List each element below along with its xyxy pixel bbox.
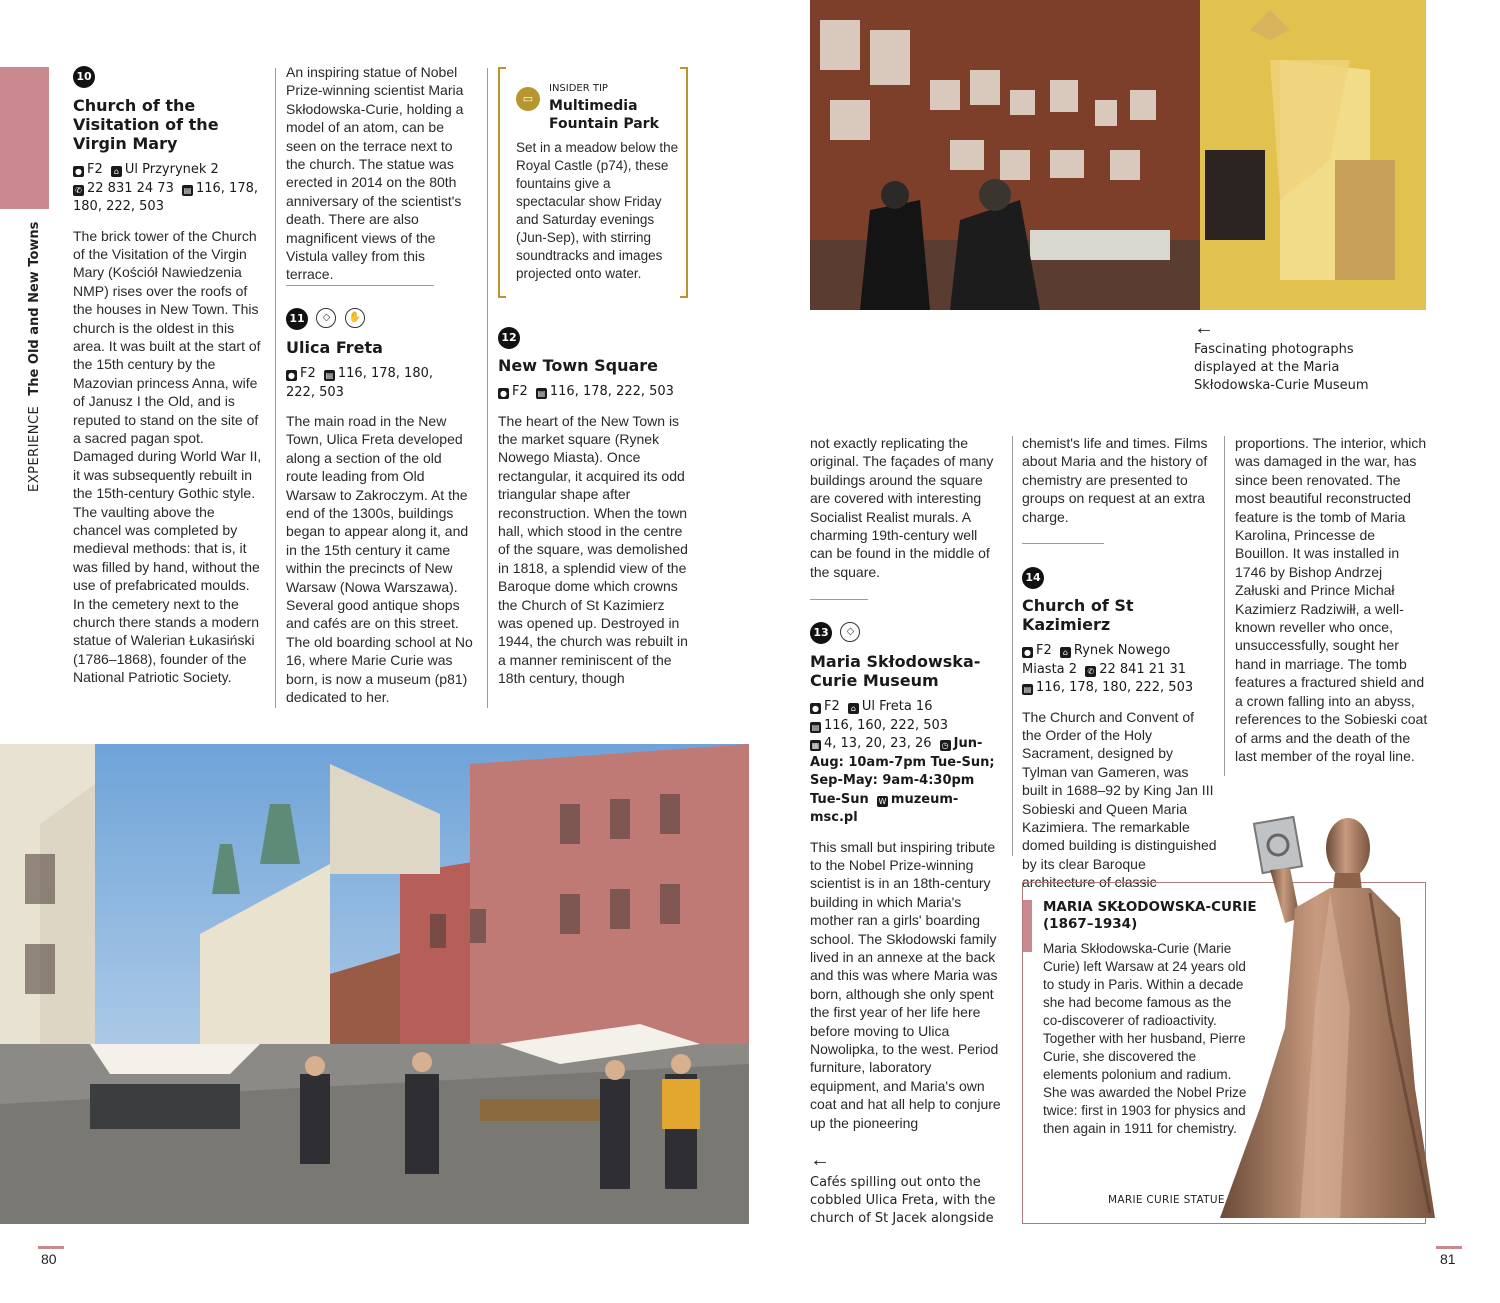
- section-label: EXPERIENCE: [27, 405, 42, 492]
- ulica-freta-photo: [0, 744, 749, 1224]
- entry-body: The heart of the New Town is the market square (Rynek Nowego Miasta). Once rectangular, it acquired its odd triangular shape after reconstruction. When the town hall, which stood in the centre of the square, was demolished in 1818, a splendid view of the Baroque dome which crowns the Church of St Kazimierz was opened up. Destroyed in 1944, the church was rebuilt in a manner reminiscent of the 18th century, though: [498, 412, 688, 687]
- tip-body: Set in a meadow below the Royal Castle (p74), these fountains give a spectacular show Friday and Saturday evenings (Jun-Sep), with stirring soundtracks and images projected onto water.: [516, 140, 679, 281]
- entry-title: Ulica Freta: [286, 338, 383, 357]
- feature-accent-bar: [1023, 900, 1032, 952]
- bus-icon: ▤: [1023, 685, 1032, 694]
- web-icon: W: [878, 796, 887, 806]
- column-rule: [275, 68, 276, 708]
- museum-continued-paragraph: chemist's life and times. Films about Maria and the history of chemistry are presented to groups on request at an extra charge.: [1022, 435, 1208, 525]
- shopping-icon: ◇: [316, 308, 336, 328]
- tip-title: Multimedia Fountain Park: [549, 98, 659, 132]
- entry-body: The brick tower of the Church of the Visitation of the Virgin Mary (Kościół Nawiedzenia NMP) rises over the roofs of the houses in New Town. This church is the oldest in this area. It was built at the start of the 15th century by the Mazovian princess Anna, wife of Janusz I the Old, and is reputed to stand on the site of a sacred pagan spot. Damaged during World War II, it was subsequently rebuilt in the 15th-century Gothic style. The vaulting above the chancel was completed by medieval methods: that is, it was filled by hand, without the use of prefabricated moulds. In the cemetery next to the church there stands a modern statue of Walerian Łukasiński (1786–1868), founder of the National Patriotic Society.: [73, 227, 262, 686]
- entry-number: 13: [810, 622, 832, 644]
- entry-title: Maria Skłodowska- Curie Museum: [810, 652, 981, 690]
- bus-icon: ▤: [325, 371, 334, 380]
- phone-icon: ✆: [1085, 666, 1096, 677]
- museum-scene-illustration: [810, 0, 1426, 310]
- feature-body: Maria Skłodowska-Curie (Marie Curie) left Warsaw at 24 years old to study in Paris. Within a decade she had become famous as the co-discoverer of radioactivity. Together with her husband, Pierre Curie, she discovered the elements polonium and radium. She was awarded the Nobel Prize twice: first in 1903 for physics and then again in 1911 for chemistry.: [1043, 941, 1247, 1136]
- arrow-left-icon: ←: [810, 1149, 830, 1171]
- entry-info: ● F2 ⌂ Ul Przyrynek 2 ✆ 22 831 24 73 ▤ 116, 178, 180, 222, 503: [73, 162, 259, 214]
- clock-icon: ◷: [940, 740, 951, 751]
- chapter-label: The Old and New Towns: [27, 221, 42, 396]
- church-visitation-entry: [73, 66, 263, 687]
- entry-number: 11: [286, 308, 308, 330]
- phone-icon: ✆: [73, 185, 84, 196]
- map-pin-icon: ●: [1022, 647, 1033, 658]
- bus-icon: ▤: [183, 185, 192, 195]
- map-pin-icon: ●: [73, 166, 84, 177]
- museum-interior-photo: [810, 0, 1426, 310]
- tip-label: INSIDER TIP: [549, 83, 608, 94]
- new-town-square-entry: [498, 327, 688, 688]
- entry-title: New Town Square: [498, 356, 659, 375]
- square-continued-paragraph: not exactly replicating the original. The façades of many buildings around the square are covered with interesting Socialist Realist murals. A charming 19th-century well can be found in the middle of the square.: [810, 435, 994, 580]
- street-scene-illustration: [0, 744, 749, 1224]
- statue-caption: MARIE CURIE STATUE: [1108, 1194, 1225, 1206]
- curie-museum-entry: [810, 622, 1005, 1132]
- bus-icon: ▤: [811, 722, 820, 732]
- entry-info: ● F2 ▤ 116, 178, 180, 222, 503: [286, 366, 433, 400]
- column-rule: [1012, 436, 1013, 856]
- ulica-freta-entry: [286, 308, 476, 707]
- tram-icon: ▦: [811, 741, 820, 750]
- tip-bracket-left: [498, 67, 506, 298]
- museum-caption-text: Fascinating photographs displayed at the Maria Skłodowska-Curie Museum: [1194, 342, 1369, 393]
- bus-icon: ▤: [537, 389, 546, 398]
- map-pin-icon: ●: [810, 703, 821, 714]
- section-divider: [1022, 543, 1104, 544]
- column-rule: [487, 68, 488, 708]
- entry-title: Church of the Visitation of the Virgin Mary: [73, 96, 219, 153]
- column-rule: [1224, 436, 1225, 776]
- statue-paragraph: An inspiring statue of Nobel Prize-winning scientist Maria Skłodowska-Curie, holding a model of an atom, can be seen on the terrace next to the church. The statue was erected in 2014 on the 80th anniversary of the scientist's death. There are also magnificent views of the Vistula valley from this terrace.: [286, 64, 464, 283]
- address-icon: ⌂: [1060, 647, 1071, 658]
- dining-icon: ✋: [345, 308, 365, 328]
- section-divider: [286, 285, 434, 286]
- address-icon: ⌂: [848, 703, 859, 714]
- speech-bubble-icon: ▭: [516, 87, 540, 111]
- entry-number: 12: [498, 327, 520, 349]
- st-kazimierz-entry: [1022, 567, 1217, 892]
- side-tab-text: [27, 192, 47, 492]
- entry-title: Church of St Kazimierz: [1022, 596, 1134, 634]
- feature-title: MARIA SKŁODOWSKA-CURIE (1867–1934): [1043, 899, 1257, 932]
- side-tab-accent: [0, 67, 49, 209]
- address-icon: ⌂: [111, 166, 122, 177]
- entry-number: 14: [1022, 567, 1044, 589]
- kazimierz-continued-paragraph: proportions. The interior, which was damaged in the war, has since been renovated. The most beautiful reconstructed feature is the tomb of Maria Karolina, Princesse de Bouillon. It was installed in 1746 by Bishop Andrzej Załuski and Prince Michał Kazimierz Radziwiłł, a well-known reveller who once, unsuccessfully, sought her hand in marriage. The tomb features a fractured shield and a crown falling into an abyss, references to the Sobieski coat of arms and the death of the last member of the royal line.: [1235, 435, 1428, 764]
- entry-body: The Church and Convent of the Order of the Holy Sacrament, designed by Tylman van Gameren, was built in 1688–92 by King Jan III Sobieski and Queen Maria Kazimiera. The remarkable domed building is distinguished by its clear Baroque architecture of classic: [1022, 708, 1217, 891]
- page-number-right-rule: [1436, 1246, 1462, 1249]
- arrow-left-icon: ←: [1194, 317, 1214, 339]
- map-pin-icon: ●: [498, 388, 509, 399]
- page-number-left-rule: [38, 1246, 64, 1249]
- page-number-right: 81: [1440, 1251, 1456, 1267]
- statue-illustration: [1200, 808, 1450, 1224]
- entry-number: 10: [73, 66, 95, 88]
- ticket-icon: ◇: [840, 622, 860, 642]
- street-caption-text: Cafés spilling out onto the cobbled Ulica Freta, with the church of St Jacek alongside: [810, 1175, 996, 1226]
- street-caption: [810, 1150, 1010, 1228]
- entry-info: ● F2 ▤ 116, 178, 222, 503: [500, 384, 674, 399]
- entry-info: ● F2 ⌂ Ul Freta 16 ▤ 116, 160, 222, 503 ▦ 4, 13, 20, 23, 26 ◷ Jun-Aug: 10am-7pm Tue-Sun; Sep-May: 9am-4:30pm Tue-Sun W muzeum-msc.pl: [810, 699, 995, 825]
- entry-body: The main road in the New Town, Ulica Freta developed along a section of the old route leading from Old Warsaw to Zakroczym. At the end of the 1300s, buildings began to appear along it, and in the 15th century it came within the precincts of New Warsaw (Nowa Warszawa). Several good antique shops and cafés are on this street. The old boarding school at No 16, where Marie Curie was born, is now a museum (p81) dedicated to her.: [286, 413, 473, 706]
- section-divider: [810, 599, 868, 600]
- museum-caption: [1194, 318, 1424, 395]
- insider-tip-box: [498, 67, 688, 298]
- page-number-left: 80: [41, 1251, 57, 1267]
- curie-statue-image: [1200, 808, 1450, 1224]
- entry-body: This small but inspiring tribute to the Nobel Prize-winning scientist is in an 18th-century building in which Maria's mother ran a girls' boarding school. The Skłodowski family lived in an annexe at the back and this was where Maria was born, although she only spent the first year of her life here before moving to Ulica Nowolipka, to the west. Period furniture, laboratory equipment, and Maria's own coat and hat all help to conjure up the pioneering: [810, 838, 1001, 1131]
- map-pin-icon: ●: [286, 370, 297, 381]
- entry-info: ● F2 ⌂ Rynek Nowego Miasta 2 ✆ 22 841 21 31 ▤ 116, 178, 180, 222, 503: [1022, 643, 1194, 695]
